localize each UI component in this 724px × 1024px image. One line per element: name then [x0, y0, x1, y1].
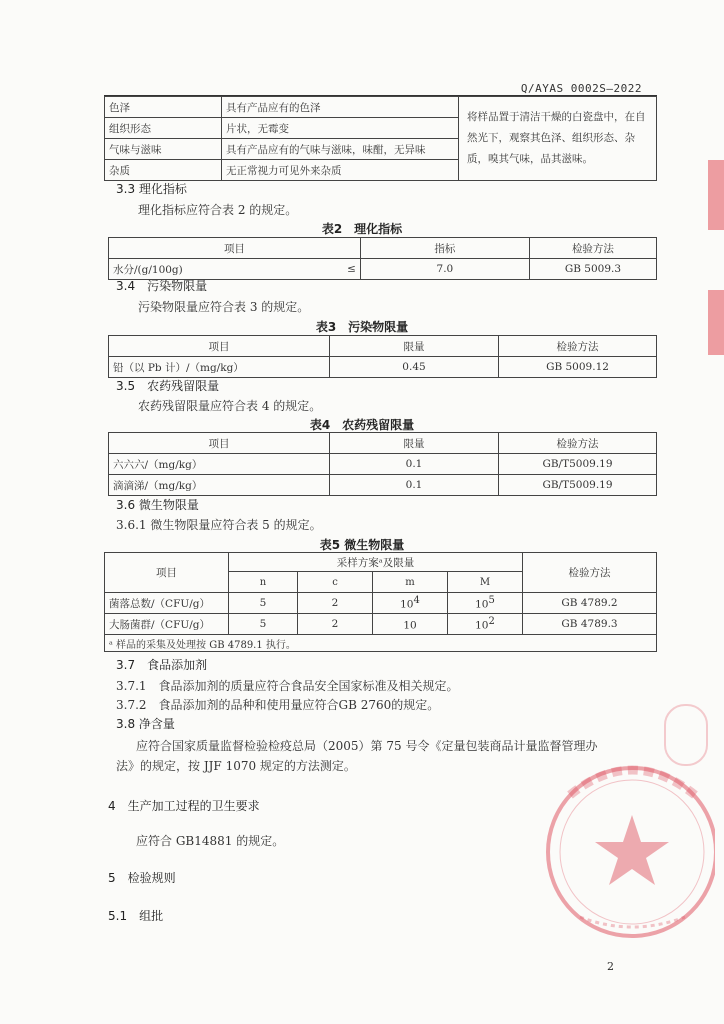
table-header-cell: 限量 — [330, 336, 499, 357]
table4-caption: 表4 农药残留限量 — [309, 418, 415, 432]
table-header-cell: c — [298, 572, 373, 593]
table-header-cell: 项目 — [109, 238, 361, 259]
microbial-table — [104, 552, 657, 652]
table-row — [109, 357, 657, 378]
physchem-table — [108, 237, 657, 280]
table-row — [105, 553, 657, 572]
edge-seal-mark — [708, 290, 724, 355]
sensory-table — [104, 96, 657, 181]
table5-caption: 表5 微生物限量 — [319, 538, 405, 552]
m-base: 10 — [400, 598, 414, 611]
section-3-5-title: 3.5 农药残留限量 — [116, 379, 220, 393]
table-row — [109, 238, 657, 259]
table-header-cell: 限量 — [330, 433, 499, 454]
section-4-title: 4 生产加工过程的卫生要求 — [108, 799, 260, 813]
table-header-cell: m — [373, 572, 448, 593]
section-3-4-title: 3.4 污染物限量 — [116, 279, 208, 293]
doc-code: Q/AYAS 0002S—2022 — [520, 82, 642, 95]
table-cell: 水分/(g/100g) — [109, 259, 298, 280]
table-footnote: ᵃ 样品的采集及处理按 GB 4789.1 执行。 — [105, 635, 657, 652]
table-cell: GB 5009.12 — [499, 357, 657, 378]
table-cell: GB 4789.2 — [523, 593, 657, 614]
table-cell: GB 4789.3 — [523, 614, 657, 635]
section-3-8-line2: 法》的规定，按 JJF 1070 规定的方法测定。 — [116, 759, 356, 773]
M-exponent: 5 — [488, 595, 495, 607]
table-cell — [373, 614, 448, 635]
table-row — [105, 97, 657, 118]
page-number: 2 — [607, 960, 614, 973]
company-seal-icon — [540, 685, 715, 940]
table-cell — [448, 593, 523, 614]
table-cell: 片状，无霉变 — [222, 118, 459, 139]
table-header-cell: 项目 — [109, 336, 330, 357]
table-header-cell: 检验方法 — [523, 553, 657, 593]
pesticide-table — [108, 432, 657, 496]
M-exponent: 2 — [488, 616, 495, 628]
section-3-3-text: 理化指标应符合表 2 的规定。 — [138, 203, 298, 217]
table-cell: GB/T5009.19 — [499, 454, 657, 475]
section-3-7-2-text: 3.7.2 食品添加剂的品种和使用量应符合GB 2760的规定。 — [116, 698, 440, 712]
section-3-4-text: 污染物限量应符合表 3 的规定。 — [138, 300, 310, 314]
table-cell: 铅（以 Pb 计）/（mg/kg） — [109, 357, 330, 378]
table-row — [105, 635, 657, 652]
m-exponent: 4 — [413, 595, 420, 607]
section-3-5-text: 农药残留限量应符合表 4 的规定。 — [138, 399, 322, 413]
section-3-7-1-text: 3.7.1 食品添加剂的质量应符合食品安全国家标准及相关规定。 — [116, 679, 459, 693]
table-header-cell: 检验方法 — [499, 336, 657, 357]
table-cell: ≤ — [297, 259, 360, 280]
table-cell — [373, 593, 448, 614]
table-cell: 杂质 — [105, 160, 222, 181]
section-3-3-title: 3.3 理化指标 — [116, 182, 187, 196]
table-header-cell: 采样方案ᵃ及限量 — [229, 553, 523, 572]
table-row — [105, 614, 657, 635]
table-cell: 0.1 — [330, 454, 499, 475]
table-cell: 具有产品应有的色泽 — [222, 97, 459, 118]
section-3-6-text: 3.6.1 微生物限量应符合表 5 的规定。 — [116, 518, 322, 532]
table-cell: 7.0 — [360, 259, 529, 280]
table-header-cell: 项目 — [109, 433, 330, 454]
table-cell: 气味与滋味 — [105, 139, 222, 160]
table-header-cell: 项目 — [105, 553, 229, 593]
M-base: 10 — [475, 619, 489, 632]
table-cell: 无正常视力可见外来杂质 — [222, 160, 459, 181]
table-cell: 滴滴涕/（mg/kg） — [109, 475, 330, 496]
table-cell: 色泽 — [105, 97, 222, 118]
table-header-cell: 检验方法 — [529, 238, 656, 259]
table-cell: GB 5009.3 — [529, 259, 656, 280]
table-cell: 5 — [229, 614, 298, 635]
table-row — [109, 475, 657, 496]
sensory-method-cell: 将样品置于清洁干燥的白瓷盘中，在自然光下，观察其色泽、组织形态、杂质，嗅其气味，品其滋味。 — [459, 97, 657, 181]
table-cell: 组织形态 — [105, 118, 222, 139]
table-cell: 六六六/（mg/kg） — [109, 454, 330, 475]
table-row — [109, 433, 657, 454]
table-row — [109, 336, 657, 357]
section-3-7-title: 3.7 食品添加剂 — [116, 658, 208, 672]
section-3-6-title: 3.6 微生物限量 — [116, 498, 199, 512]
M-base: 10 — [475, 598, 489, 611]
table-cell: 菌落总数/（CFU/g） — [105, 593, 229, 614]
m-base: 10 — [403, 619, 417, 632]
table-cell: 0.1 — [330, 475, 499, 496]
table-cell: 2 — [298, 614, 373, 635]
section-3-8-line1: 应符合国家质量监督检验检疫总局（2005）第 75 号令《定量包装商品计量监督管理办 — [136, 739, 598, 753]
section-5-1-title: 5.1 组批 — [108, 909, 164, 923]
section-5-title: 5 检验规则 — [108, 871, 176, 885]
table-cell: 5 — [229, 593, 298, 614]
table-cell: 2 — [298, 593, 373, 614]
table-cell: 大肠菌群/（CFU/g） — [105, 614, 229, 635]
table-cell: GB/T5009.19 — [499, 475, 657, 496]
table-cell: 0.45 — [330, 357, 499, 378]
table-row — [109, 454, 657, 475]
table-cell: 具有产品应有的气味与滋味，味酣，无异味 — [222, 139, 459, 160]
table-cell — [448, 614, 523, 635]
section-3-8-title: 3.8 净含量 — [116, 717, 175, 731]
table-row — [105, 593, 657, 614]
table2-caption: 表2 理化指标 — [321, 222, 403, 236]
table-header-cell: n — [229, 572, 298, 593]
table-header-cell: 检验方法 — [499, 433, 657, 454]
table3-caption: 表3 污染物限量 — [315, 320, 409, 334]
edge-seal-mark — [708, 160, 724, 230]
contaminant-table — [108, 335, 657, 378]
section-4-text: 应符合 GB14881 的规定。 — [136, 834, 285, 848]
table-header-cell: 指标 — [360, 238, 529, 259]
table-header-cell: M — [448, 572, 523, 593]
